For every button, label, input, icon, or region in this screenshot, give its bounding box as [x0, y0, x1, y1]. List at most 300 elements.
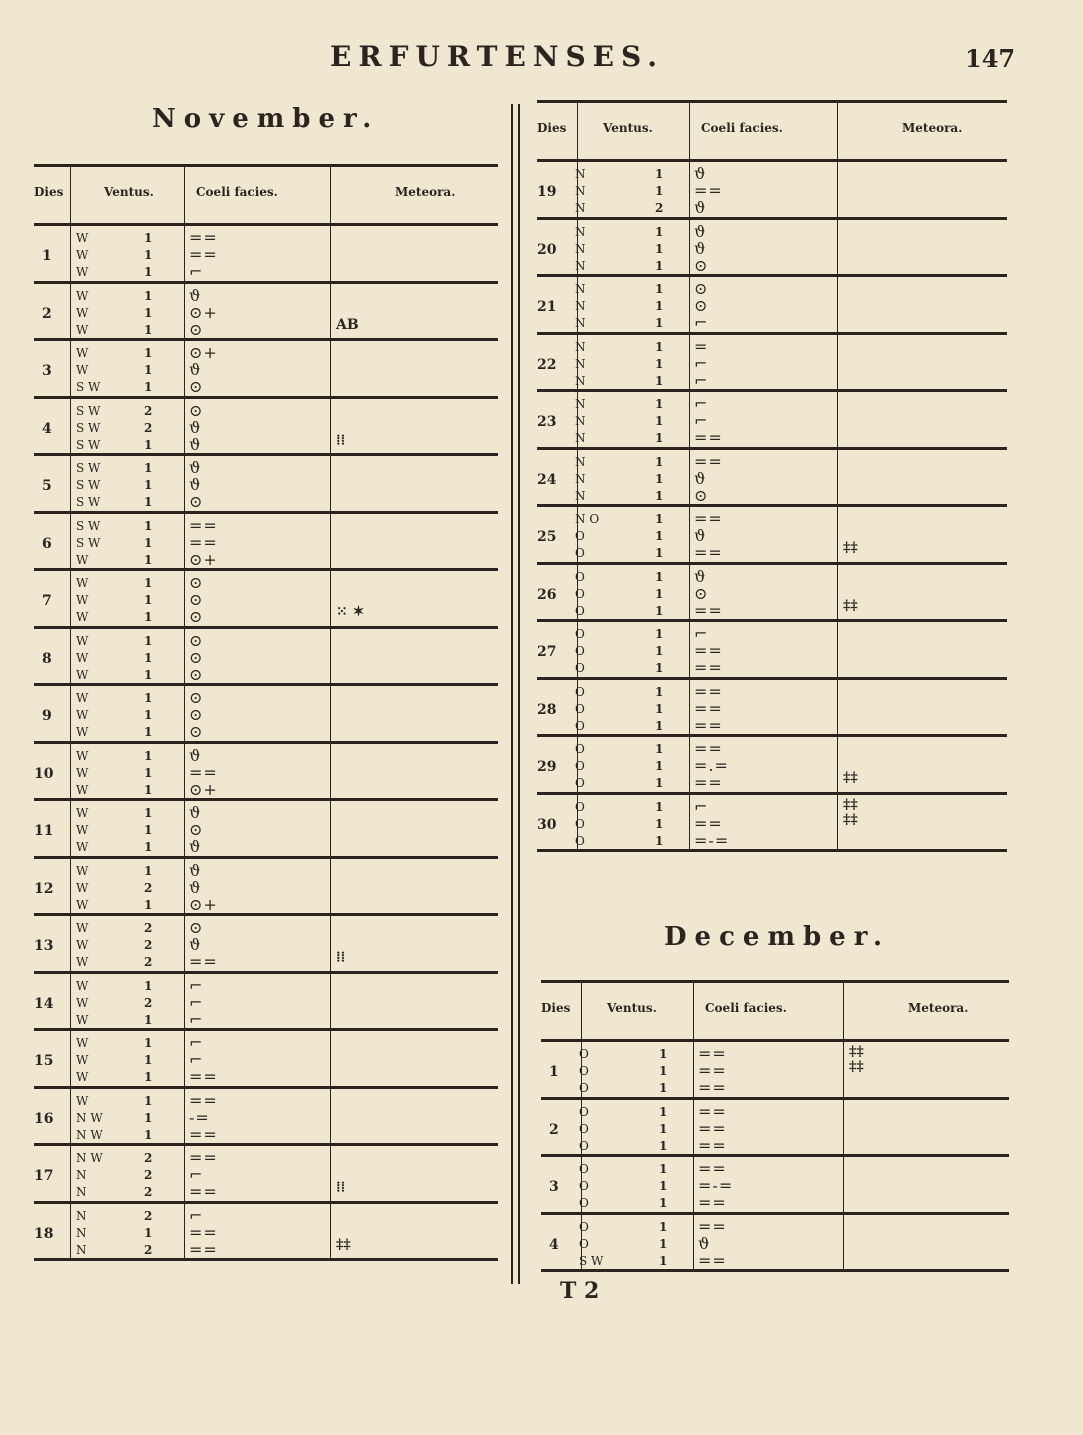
wind-force: 1: [144, 322, 153, 337]
sky-symbol: ==: [698, 1044, 727, 1063]
column-rule: [70, 1031, 71, 1086]
sky-symbol: ϑ: [189, 285, 202, 305]
wind-direction: N: [575, 167, 586, 181]
wind-direction: W: [76, 1036, 89, 1050]
sky-symbol: ⊙: [189, 573, 204, 592]
column-rule: [577, 622, 578, 677]
wind-direction: W: [76, 1093, 89, 1108]
sky-symbol: ⌐: [694, 353, 709, 373]
wind-force: 1: [655, 316, 664, 330]
column-rule: [70, 744, 71, 799]
day-number: 1: [549, 1064, 559, 1080]
wind-force: 1: [144, 633, 153, 648]
sky-symbol: ⌐: [189, 1205, 204, 1225]
wind-force: 1: [655, 167, 664, 181]
wind-direction: N: [575, 356, 586, 371]
sky-symbol: ==: [189, 532, 218, 552]
sky-symbol: ==: [694, 451, 723, 471]
wind-force: 1: [144, 840, 153, 854]
column-header-ventus: Ventus.: [104, 185, 154, 199]
column-rule: [689, 335, 690, 390]
column-rule: [837, 507, 838, 562]
wind-direction: O: [575, 799, 585, 814]
wind-force: 1: [144, 691, 153, 705]
wind-direction: S W: [579, 1253, 604, 1268]
wind-force: 2: [144, 880, 153, 895]
column-rule: [70, 859, 71, 914]
column-rule: [330, 629, 331, 684]
sky-symbol: ==: [694, 428, 723, 447]
column-rule: [689, 450, 690, 505]
column-rule: [330, 284, 331, 339]
sky-symbol: ==: [189, 1222, 218, 1242]
wind-force: 2: [144, 1208, 153, 1223]
wind-direction: W: [76, 231, 89, 245]
column-rule: [70, 456, 71, 511]
sky-symbol: ==: [694, 715, 723, 735]
day-number: 2: [42, 305, 52, 322]
meteora-symbol: ‡‡: [843, 597, 858, 614]
day-row: [537, 795, 1007, 853]
sky-symbol: ϑ: [189, 434, 202, 454]
column-header-dies: Dies: [541, 1001, 571, 1015]
wind-direction: O: [579, 1219, 589, 1234]
wind-direction: O: [579, 1138, 589, 1153]
column-rule: [184, 226, 185, 281]
day-row: [537, 680, 1007, 738]
day-row: [34, 284, 498, 342]
wind-force: 1: [655, 299, 664, 313]
column-rule: [330, 399, 331, 454]
day-row: [537, 392, 1007, 450]
day-row: [34, 341, 498, 399]
header-column-rule: [689, 103, 690, 159]
wind-direction: N: [575, 397, 586, 411]
sky-symbol: ϑ: [694, 526, 707, 545]
wind-direction: N O: [575, 512, 600, 526]
column-rule: [837, 622, 838, 677]
sky-symbol: ==: [698, 1250, 727, 1270]
day-row: [541, 1100, 1009, 1158]
sky-symbol: ⊙: [189, 688, 204, 707]
sky-symbol: ⊙: [189, 377, 204, 396]
wind-force: 1: [655, 759, 664, 773]
column-header-coeli: Coeli facies.: [196, 185, 278, 199]
sky-symbol: =-=: [694, 830, 730, 850]
wind-force: 1: [659, 1047, 668, 1061]
column-rule: [70, 571, 71, 626]
column-rule: [70, 916, 71, 971]
meteora-symbol: ‡‡: [336, 1236, 351, 1253]
sky-symbol: ⊙: [189, 492, 204, 511]
sky-symbol: ==: [189, 762, 218, 782]
sky-symbol: ϑ: [189, 417, 202, 437]
meteora-symbol: ⁞⁞: [336, 431, 346, 448]
wind-force: 1: [655, 586, 664, 601]
sky-symbol: ϑ: [694, 566, 707, 586]
sky-symbol: ϑ: [189, 803, 202, 822]
sky-symbol: ϑ: [189, 837, 202, 856]
wind-direction: O: [579, 1162, 589, 1176]
column-rule: [184, 456, 185, 511]
sky-symbol: ==: [189, 228, 218, 247]
sky-symbol: ==: [698, 1159, 727, 1178]
sky-symbol: ==: [698, 1101, 727, 1121]
wind-direction: N: [575, 431, 586, 445]
day-number: 9: [42, 708, 52, 724]
sky-symbol: ϑ: [694, 468, 707, 488]
column-rule: [837, 565, 838, 620]
wind-direction: N: [575, 184, 586, 198]
wind-force: 1: [144, 765, 153, 780]
day-number: 23: [537, 414, 557, 430]
sky-symbol: ⊙: [189, 647, 204, 667]
day-number: 12: [34, 880, 54, 897]
column-rule: [577, 737, 578, 792]
sky-symbol: ⊙: [694, 279, 709, 298]
wind-direction: O: [579, 1104, 589, 1119]
wind-direction: O: [579, 1047, 589, 1061]
meteora-symbol: ‡‡ ‡‡: [849, 1044, 864, 1075]
column-header-ventus: Ventus.: [607, 1001, 657, 1015]
column-rule: [184, 686, 185, 741]
wind-force: 2: [144, 1242, 153, 1257]
sky-symbol: ==: [694, 739, 723, 758]
sky-symbol: ⊙: [189, 400, 204, 420]
wind-direction: O: [575, 701, 585, 716]
wind-direction: N: [575, 454, 586, 469]
day-number: 24: [537, 471, 557, 488]
wind-force: 1: [655, 816, 664, 831]
wind-force: 1: [144, 863, 153, 878]
column-rule: [577, 507, 578, 562]
wind-direction: O: [575, 759, 585, 773]
day-row: [537, 162, 1007, 220]
wind-direction: O: [575, 586, 585, 601]
day-number: 4: [549, 1236, 559, 1253]
wind-force: 1: [144, 708, 153, 722]
header-column-rule: [577, 103, 578, 159]
day-number: 13: [34, 938, 54, 954]
wind-direction: O: [575, 816, 585, 831]
column-rule: [577, 795, 578, 850]
wind-force: 1: [144, 380, 153, 394]
printer-signature: T 2: [560, 1278, 600, 1304]
sky-symbol: ⌐: [694, 394, 709, 413]
december-heading: December.: [664, 922, 891, 952]
wind-direction: N: [575, 201, 586, 215]
wind-direction: W: [76, 880, 89, 895]
column-rule: [184, 801, 185, 856]
sky-symbol: ==: [698, 1135, 727, 1155]
wind-force: 1: [144, 823, 153, 837]
column-rule: [689, 277, 690, 332]
column-rule: [330, 916, 331, 971]
column-rule: [330, 571, 331, 626]
wind-direction: S W: [76, 380, 101, 394]
wind-direction: W: [76, 921, 89, 935]
column-rule: [330, 341, 331, 396]
wind-direction: W: [76, 322, 89, 337]
day-row: [537, 450, 1007, 508]
day-row: [34, 1204, 498, 1262]
column-header-coeli: Coeli facies.: [701, 121, 783, 135]
wind-force: 1: [659, 1196, 668, 1210]
wind-direction: W: [76, 593, 89, 607]
wind-force: 1: [659, 1162, 668, 1176]
column-rule: [70, 974, 71, 1029]
column-rule: [184, 284, 185, 339]
wind-force: 1: [655, 431, 664, 445]
header-column-rule: [184, 167, 185, 223]
wind-force: 1: [655, 471, 664, 486]
column-rule: [843, 1157, 844, 1212]
wind-direction: W: [76, 782, 89, 797]
wind-direction: N: [575, 282, 586, 296]
column-rule: [70, 1089, 71, 1144]
wind-direction: W: [76, 995, 89, 1010]
column-rule: [70, 1204, 71, 1259]
sky-symbol: ==: [694, 641, 723, 660]
day-row: [34, 916, 498, 974]
wind-direction: O: [575, 661, 585, 675]
wind-force: 1: [655, 529, 664, 543]
wind-force: 1: [144, 248, 153, 262]
wind-direction: W: [76, 305, 89, 320]
wind-direction: W: [76, 552, 89, 567]
day-row: [537, 507, 1007, 565]
column-rule: [581, 1215, 582, 1270]
column-rule: [330, 1089, 331, 1144]
wind-force: 1: [144, 363, 153, 377]
sky-symbol: ⊙+: [189, 302, 218, 322]
day-row: [34, 1089, 498, 1147]
wind-direction: O: [579, 1064, 589, 1078]
wind-direction: W: [76, 691, 89, 705]
sky-symbol: ϑ: [189, 360, 202, 379]
wind-force: 1: [655, 776, 664, 790]
wind-direction: W: [76, 248, 89, 262]
wind-force: 1: [144, 897, 153, 912]
column-rule: [70, 226, 71, 281]
day-number: 8: [42, 650, 52, 667]
column-rule: [70, 514, 71, 569]
header-column-rule: [581, 983, 582, 1039]
wind-force: 1: [655, 224, 664, 239]
sky-symbol: ⌐: [694, 411, 709, 430]
sky-symbol: -=: [189, 1107, 210, 1127]
sky-symbol: ==: [698, 1061, 727, 1080]
column-rule: [837, 795, 838, 850]
column-rule: [843, 1042, 844, 1097]
day-number: 5: [42, 478, 52, 494]
wind-force: 1: [144, 1110, 153, 1125]
sky-symbol: =-=: [698, 1176, 734, 1195]
wind-force: 1: [144, 667, 153, 682]
wind-force: 1: [655, 414, 664, 428]
wind-force: 1: [655, 397, 664, 411]
wind-force: 1: [655, 701, 664, 716]
column-rule: [577, 220, 578, 275]
column-rule: [184, 744, 185, 799]
sky-symbol: ==: [698, 1118, 727, 1138]
wind-direction: N: [76, 1168, 87, 1182]
sky-symbol: ⊙: [189, 918, 204, 937]
sky-symbol: ⊙: [189, 820, 204, 839]
day-number: 6: [42, 535, 52, 552]
sky-symbol: ==: [698, 1193, 727, 1212]
sky-symbol: ==: [189, 1090, 218, 1110]
wind-direction: W: [76, 650, 89, 665]
wind-direction: S W: [76, 518, 101, 533]
wind-direction: N: [575, 224, 586, 239]
column-rule: [689, 680, 690, 735]
wind-direction: O: [575, 718, 585, 733]
sky-symbol: ==: [694, 509, 723, 528]
day-row: [541, 1157, 1009, 1215]
wind-direction: O: [579, 1081, 589, 1095]
sky-symbol: ⊙+: [189, 343, 218, 362]
wind-force: 1: [659, 1219, 668, 1234]
sky-symbol: ==: [189, 515, 218, 535]
column-rule: [577, 162, 578, 217]
wind-force: 2: [144, 921, 153, 935]
wind-force: 1: [144, 1225, 153, 1240]
sky-symbol: ϑ: [189, 860, 202, 880]
day-number: 27: [537, 644, 557, 660]
sky-symbol: ⌐: [694, 624, 709, 643]
column-rule: [689, 622, 690, 677]
wind-force: 1: [144, 305, 153, 320]
day-row: [537, 220, 1007, 278]
wind-force: 1: [659, 1179, 668, 1193]
column-rule: [837, 162, 838, 217]
sky-symbol: ⊙: [189, 319, 204, 339]
sky-symbol: ==: [694, 543, 723, 562]
column-header-dies: Dies: [34, 185, 64, 199]
column-rule: [581, 1100, 582, 1155]
header-column-rule: [70, 167, 71, 223]
wind-direction: N W: [76, 1110, 103, 1125]
column-rule: [330, 801, 331, 856]
day-row: [34, 744, 498, 802]
column-rule: [689, 220, 690, 275]
day-number: 17: [34, 1168, 54, 1184]
day-row: [34, 399, 498, 457]
column-rule: [184, 1204, 185, 1259]
wind-force: 1: [655, 799, 664, 814]
wind-force: 1: [144, 437, 153, 452]
day-number: 3: [549, 1179, 559, 1195]
wind-direction: W: [76, 725, 89, 739]
wind-direction: W: [76, 978, 89, 993]
wind-force: 1: [655, 627, 664, 641]
wind-force: 1: [144, 461, 153, 475]
day-row: [34, 974, 498, 1032]
wind-direction: W: [76, 748, 89, 763]
wind-direction: W: [76, 667, 89, 682]
wind-direction: S W: [76, 535, 101, 550]
column-rule: [689, 162, 690, 217]
wind-direction: O: [579, 1121, 589, 1136]
column-rule: [330, 686, 331, 741]
sky-symbol: ϑ: [189, 458, 202, 477]
column-rule: [70, 341, 71, 396]
wind-force: 1: [659, 1138, 668, 1153]
table-header: [537, 100, 1007, 162]
wind-direction: W: [76, 346, 89, 360]
day-row: [537, 277, 1007, 335]
column-rule: [330, 514, 331, 569]
sky-symbol: ==: [189, 1124, 218, 1144]
wind-force: 1: [655, 718, 664, 733]
wind-direction: W: [76, 288, 89, 303]
sky-symbol: =.=: [694, 756, 729, 775]
wind-direction: S W: [76, 420, 101, 435]
day-row: [34, 629, 498, 687]
day-number: 18: [34, 1225, 54, 1242]
day-row: [537, 622, 1007, 680]
wind-force: 1: [144, 478, 153, 492]
column-rule: [577, 565, 578, 620]
sky-symbol: ⌐: [189, 1165, 204, 1184]
wind-direction: O: [575, 833, 585, 848]
wind-direction: W: [76, 1053, 89, 1067]
sky-symbol: ϑ: [189, 475, 202, 494]
day-number: 16: [34, 1110, 54, 1127]
meteora-symbol: ⁞⁞: [336, 949, 346, 965]
column-rule: [843, 1215, 844, 1270]
meteora-symbol: ⁞⁞: [336, 1179, 346, 1195]
wind-force: 1: [655, 488, 664, 503]
wind-force: 1: [655, 454, 664, 469]
wind-force: 1: [144, 346, 153, 360]
day-row: [34, 1146, 498, 1204]
sky-symbol: ⌐: [189, 1009, 204, 1029]
november-table-left: [34, 164, 498, 1261]
wind-direction: O: [575, 529, 585, 543]
wind-direction: O: [575, 627, 585, 641]
day-row: [537, 565, 1007, 623]
wind-direction: W: [76, 823, 89, 837]
page-number: 147: [965, 44, 1016, 73]
wind-direction: W: [76, 955, 89, 969]
wind-direction: S W: [76, 437, 101, 452]
wind-direction: N: [575, 299, 586, 313]
sky-symbol: ==: [694, 813, 723, 833]
sky-symbol: ⌐: [189, 262, 204, 281]
day-number: 14: [34, 995, 54, 1012]
sky-symbol: ⊙+: [189, 894, 218, 914]
column-rule: [184, 514, 185, 569]
column-rule: [184, 859, 185, 914]
sky-symbol: ==: [694, 698, 723, 718]
wind-direction: N W: [76, 1151, 103, 1165]
wind-direction: W: [76, 863, 89, 878]
day-number: 22: [537, 356, 557, 373]
wind-force: 2: [144, 1185, 153, 1199]
column-rule: [837, 277, 838, 332]
wind-direction: O: [575, 684, 585, 699]
day-row: [34, 514, 498, 572]
wind-force: 1: [655, 569, 664, 584]
day-row: [34, 571, 498, 629]
sky-symbol: ⊙: [694, 255, 709, 275]
wind-force: 1: [659, 1236, 668, 1251]
wind-force: 2: [655, 201, 664, 215]
column-rule: [693, 1042, 694, 1097]
wind-force: 1: [655, 184, 664, 198]
